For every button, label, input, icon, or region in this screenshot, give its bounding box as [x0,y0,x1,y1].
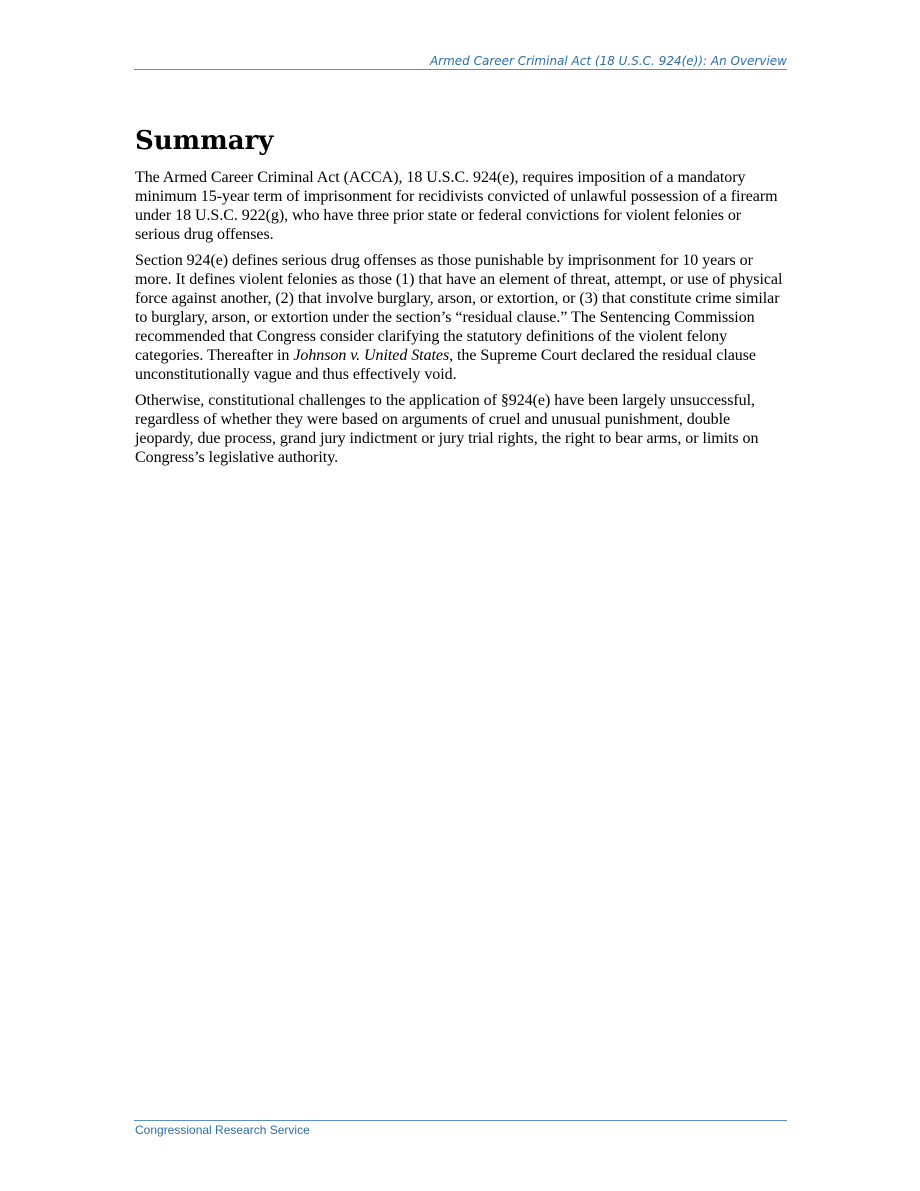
case-name-citation: Johnson v. United States [293,347,450,364]
paragraph-2-text-end: , the Supreme Court declared the residual clause unconstitutionally vague and thus effectively void. [135,347,756,383]
summary-paragraph-2 [135,251,785,384]
running-header-title: Armed Career Criminal Act (18 U.S.C. 924(e)): An Overview [429,54,787,68]
footer-organization: Congressional Research Service [135,1123,310,1137]
header-divider [134,69,787,70]
summary-section [135,124,785,474]
summary-paragraph-3: Otherwise, constitutional challenges to the application of §924(e) have been largely unsuccessful, regardless of whether they were based on arguments of cruel and unusual punishment, double jeopardy, due process, grand jury indictment or jury trial rights, the right to bear arms, or limits on Congress’s legislative authority. [135,392,759,466]
footer-divider [134,1120,787,1121]
section-heading: Summary [135,126,274,156]
paragraph-2-text-start: Section 924(e) defines serious drug offenses as those punishable by imprisonment for 10 years or more. It defines violent felonies as those (1) that have an element of threat, attempt, or use of physical force against another, (2) that involve burglary, arson, or extortion, or (3) that constitute crime similar to burglary, arson, or extortion under the section’s “residual clause.” The Sentencing Commission recommended that Congress consider clarifying the statutory definitions of the violent felony categories. Thereafter in [135,252,783,364]
summary-paragraph-1: The Armed Career Criminal Act (ACCA), 18 U.S.C. 924(e), requires imposition of a mandatory minimum 15-year term of imprisonment for recidivists convicted of unlawful possession of a firearm under 18 U.S.C. 922(g), who have three prior state or federal convictions for violent felonies or serious drug offenses. [135,169,778,243]
